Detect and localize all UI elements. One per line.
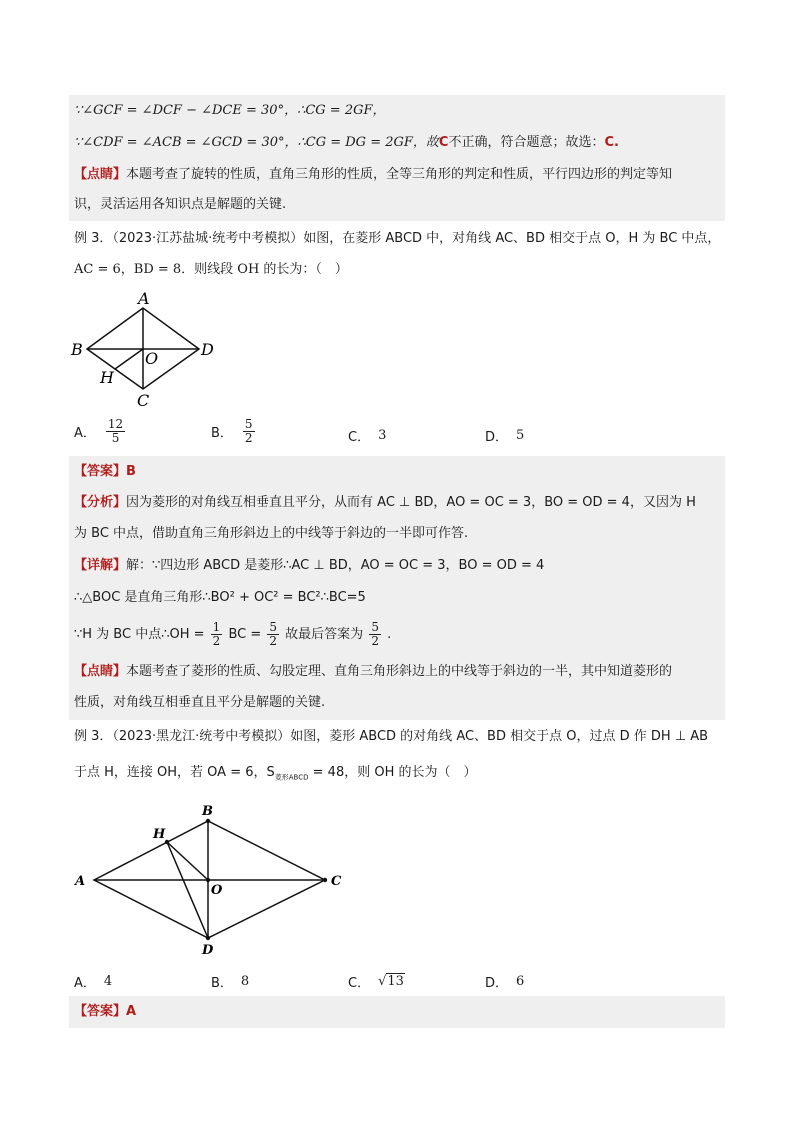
option-a[interactable]: A． 4 <box>74 974 113 991</box>
label-B: B <box>71 340 83 359</box>
comment-line: 性质，对角线互相垂直且平分是解题的关键. <box>74 695 326 710</box>
question-text: 于点 H，连接 OH，若 OA = 6，$S_{菱形ABCD} = 48$，则 OH 的长为（ ） <box>74 765 477 782</box>
label-C: C <box>137 391 150 410</box>
detail-line: ∵H 为 BC 中点∴OH = $\frac{1}{2}$ BC = $\frac{5}{2}$ 故最后答案为 $\frac{5}{2}$ . <box>74 620 392 648</box>
solution-line: ∵∠CDF = ∠ACB = ∠GCD = 30°，∴CG = DG = 2GF，故C不正确，符合题意；故选：C. <box>74 135 619 150</box>
comment-line: 【点睛】本题考查了旋转的性质，直角三角形的性质，全等三角形的判定和性质，平行四边形的判定等知 <box>74 167 673 182</box>
question-text: 例 3．（2023·黑龙江·统考中考模拟）如图，菱形 ABCD 的对角线 AC、BD 相交于点 O，过点 D 作 DH ⊥ AB <box>74 729 709 744</box>
label-B: B <box>202 804 213 819</box>
analysis-line: 为 BC 中点，借助直角三角形斜边上的中线等于斜边的一半即可作答. <box>74 526 469 541</box>
sqrt-expression: √13 <box>378 974 404 989</box>
option-c[interactable]: C． 3 <box>348 428 387 445</box>
option-b[interactable]: B． $\frac{5}{2}$ <box>211 417 253 445</box>
option-c[interactable]: C． √13 <box>348 974 404 991</box>
solution-block-3 <box>69 996 725 1028</box>
comment-line: 【点睛】本题考查了菱形的性质、勾股定理、直角三角形斜边上的中线等于斜边的一半，其中知道菱形的 <box>74 664 673 679</box>
label-A: A <box>138 289 150 308</box>
rhombus-figure-2 <box>70 796 350 960</box>
question-text: 例 3．（2023·江苏盐城·统考中考模拟）如图，在菱形 ABCD 中，对角线 AC、BD 相交于点 O，H 为 BC 中点， <box>74 231 721 246</box>
label-H: H <box>100 368 114 387</box>
detail-line: ∴△BOC 是直角三角形∴BO² + OC² = BC²∴BC=5 <box>74 590 366 605</box>
option-d[interactable]: D． 6 <box>485 974 525 991</box>
rhombus-figure-1 <box>68 286 228 414</box>
answer-line: 【答案】B <box>74 464 136 479</box>
label-O: O <box>211 883 223 898</box>
detail-line: 【详解】解：∵四边形 ABCD 是菱形∴AC ⊥ BD，AO = OC = 3，BO = OD = 4 <box>74 558 545 573</box>
label-C: C <box>331 874 342 889</box>
answer-line: 【答案】A <box>74 1004 137 1019</box>
question-text: AC = 6，BD = 8．则线段 OH 的长为：（ ） <box>74 262 348 277</box>
option-a[interactable]: A． $\frac{12}{5}$ <box>74 417 124 445</box>
label-H: H <box>153 827 166 842</box>
label-A: A <box>75 874 86 889</box>
label-D: D <box>202 943 214 958</box>
option-b[interactable]: B． 8 <box>211 974 250 991</box>
analysis-line: 【分析】因为菱形的对角线互相垂直且平分，从而有 AC ⊥ BD，AO = OC = 3，BO = OD = 4，又因为 H <box>74 495 696 510</box>
label-D: D <box>201 340 214 359</box>
label-O: O <box>145 349 159 368</box>
solution-line: ∵∠GCF = ∠DCF − ∠DCE = 30°，∴CG = 2GF， <box>74 103 386 118</box>
option-d[interactable]: D． 5 <box>485 428 525 445</box>
comment-line: 识，灵活运用各知识点是解题的关键. <box>74 197 287 212</box>
